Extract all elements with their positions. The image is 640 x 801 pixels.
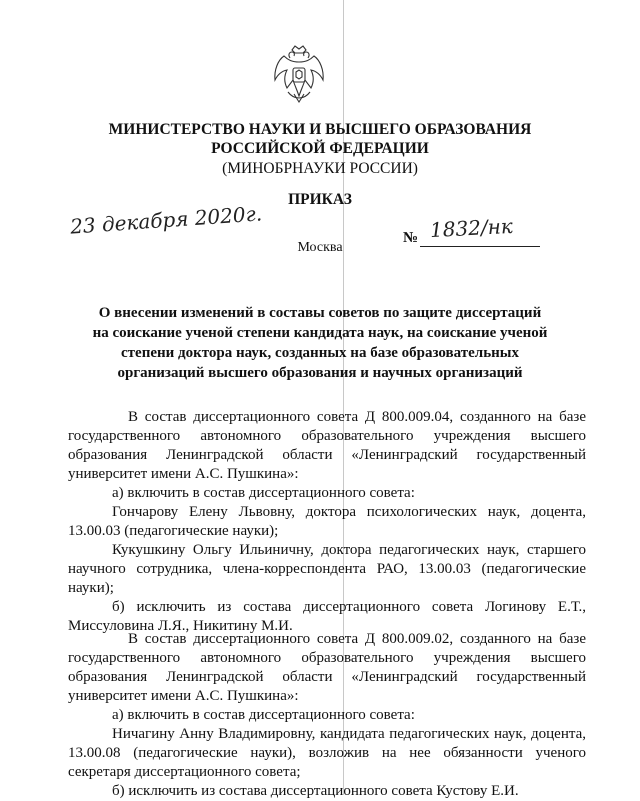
order-title-line: на соискание ученой степени кандидата наук, на соискание ученой: [92, 325, 548, 341]
order-title-line: О внесении изменений в составы советов по защите диссертаций: [98, 305, 542, 321]
ministry-short-name: (МИНОБРНАУКИ РОССИИ): [222, 160, 418, 177]
section-1: [68, 408, 586, 636]
city-name: Москва: [297, 240, 343, 255]
section-2-person-1: Ничагину Анну Владимировну, кандидата педагогических наук, доцента, 13.00.08 (педагогические науки), возложив на нее обязанности ученого секретаря диссертационного совета;: [68, 726, 586, 780]
order-title: [50, 303, 590, 383]
section-2-intro: В состав диссертационного совета Д 800.009.02, созданного на базе государственного автономного образовательного учреждения высшего образования Ленинградской области «Ленинградский государственный университет имени А.С. Пушкина»:: [68, 631, 586, 704]
order-title-line: организаций высшего образования и научных организаций: [117, 365, 523, 381]
section-1-intro: В состав диссертационного совета Д 800.009.04, созданного на базе государственного автономного образовательного учреждения высшего образования Ленинградской области «Ленинградский государственный университет имени А.С. Пушкина»:: [68, 409, 586, 482]
coat-of-arms-emblem: [270, 44, 328, 106]
section-1-person-1: Гончарову Елену Львовну, доктора психологических наук, доцента, 13.00.03 (педагогические науки);: [68, 504, 586, 539]
handwritten-date: 23 декабря 2020г.: [69, 201, 263, 239]
section-1-item-b: б) исключить из состава диссертационного совета Логинову Е.Т., Миссуловина Л.Я., Никитину М.И.: [68, 599, 586, 634]
ministry-name-line1: МИНИСТЕРСТВО НАУКИ И ВЫСШЕГО ОБРАЗОВАНИЯ: [108, 121, 532, 138]
number-label: №: [403, 230, 419, 246]
section-2: [68, 630, 586, 801]
section-2-item-a: а) включить в состав диссертационного совета:: [112, 707, 415, 723]
ministry-name-line2: РОССИЙСКОЙ ФЕДЕРАЦИИ: [211, 140, 429, 157]
section-2-item-b: б) исключить из состава диссертационного совета Кустову Е.И.: [112, 783, 519, 799]
order-title-line: степени доктора наук, созданных на базе образовательных: [121, 345, 519, 361]
document-type-heading: ПРИКАЗ: [288, 191, 352, 208]
section-1-person-2: Кукушкину Ольгу Ильиничну, доктора педагогических наук, старшего научного сотрудника, члена-корреспондента РАО, 13.00.03 (педагогические науки);: [68, 542, 586, 596]
section-1-item-a: а) включить в состав диссертационного совета:: [112, 485, 415, 501]
handwritten-order-number: 1832/нк: [429, 213, 514, 243]
